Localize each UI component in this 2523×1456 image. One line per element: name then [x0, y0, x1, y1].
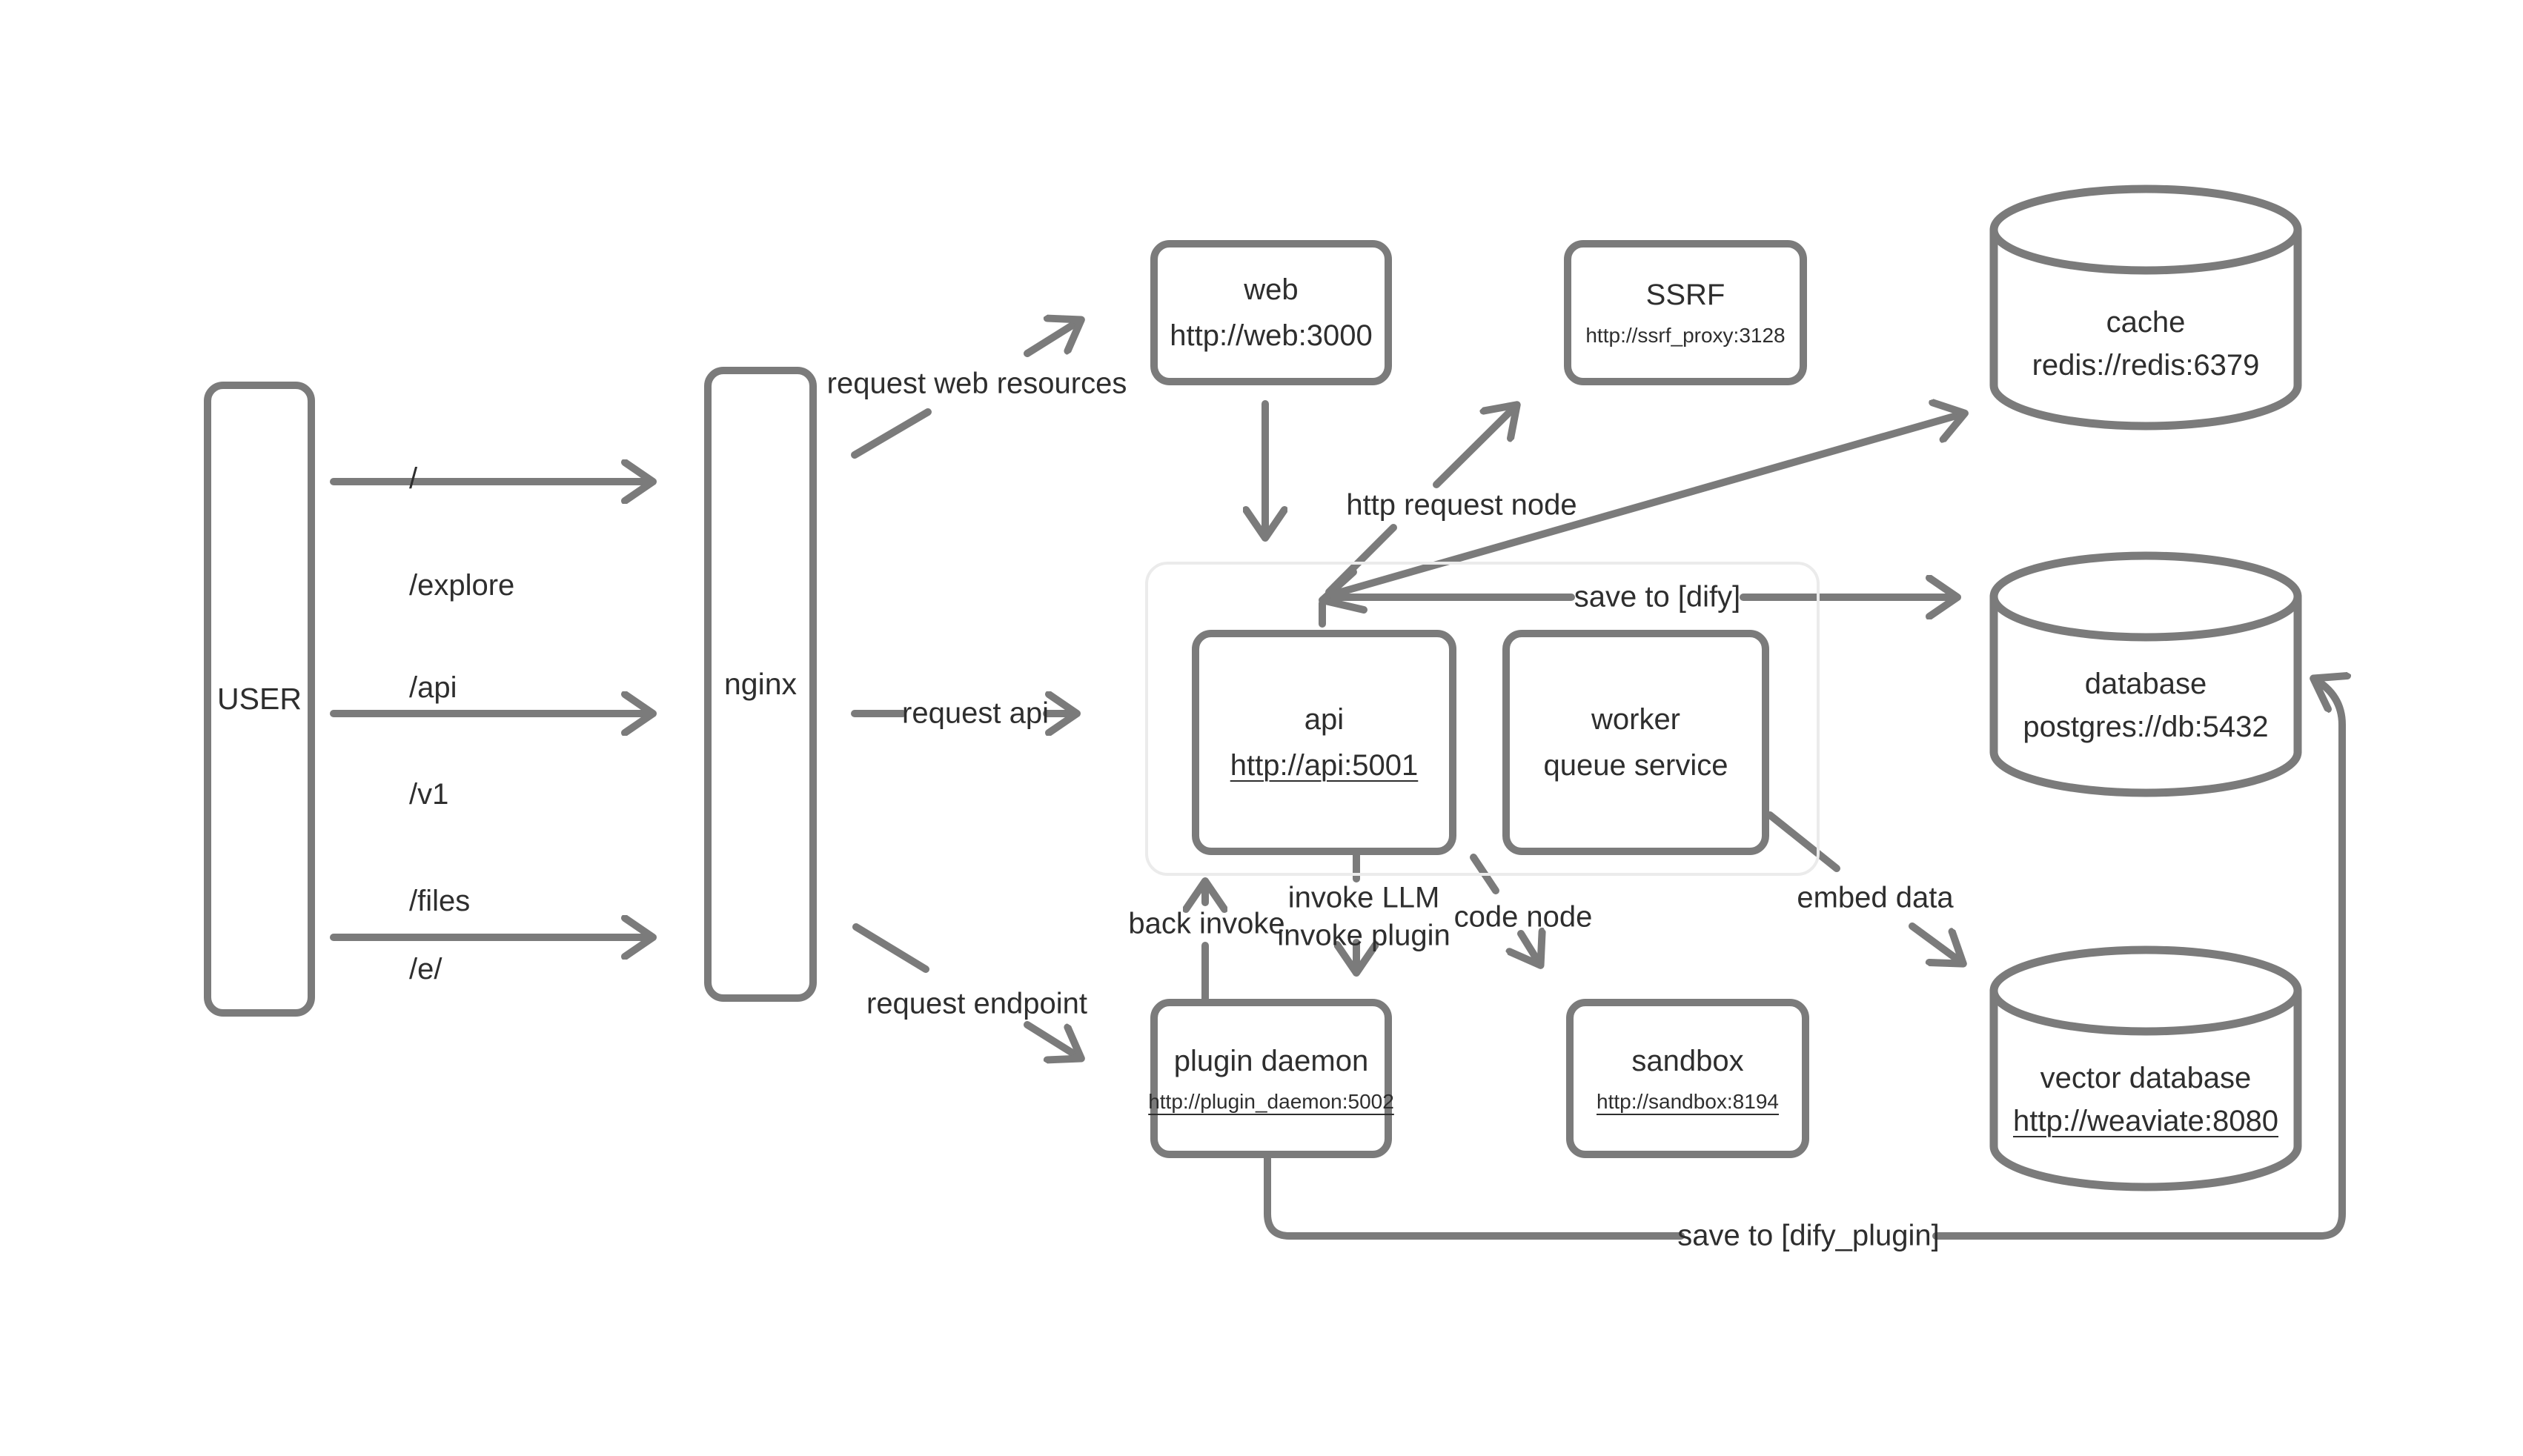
worker-title: worker	[1591, 703, 1681, 736]
label-embed-data: embed data	[1797, 881, 1954, 914]
node-sandbox	[1566, 999, 1809, 1158]
sandbox-url: http://sandbox:8194	[1597, 1089, 1779, 1113]
database-title: database	[2084, 668, 2207, 700]
plugin-daemon-url: http://plugin_daemon:5002	[1148, 1089, 1394, 1113]
label-save-to-dify: save to [dify]	[1574, 580, 1741, 614]
ssrf-title: SSRF	[1645, 279, 1725, 311]
cache-title: cache	[2106, 306, 2186, 339]
api-title: api	[1304, 703, 1345, 736]
ssrf-url: http://ssrf_proxy:3128	[1585, 324, 1786, 347]
database-url: postgres://db:5432	[2023, 711, 2269, 743]
node-user	[204, 382, 315, 1017]
vector-database-label	[2013, 1057, 2278, 1143]
user-plugin-paths: /e/	[409, 953, 442, 985]
label-request-web-resources: request web resources	[826, 367, 1127, 400]
label-save-to-dify-plugin: save to [dify_plugin]	[1677, 1219, 1940, 1252]
label-invoke-plugin: invoke plugin	[1277, 919, 1451, 952]
label-http-request-node: http request node	[1346, 488, 1577, 522]
nginx-label: nginx	[723, 667, 797, 701]
worker-subtitle: queue service	[1543, 749, 1728, 782]
cache-label	[2032, 301, 2260, 387]
label-code-node: code node	[1453, 900, 1593, 934]
node-api	[1192, 630, 1456, 855]
user-api-paths: /api /v1 /files	[409, 671, 471, 917]
api-url: http://api:5001	[1230, 749, 1419, 782]
node-nginx	[704, 367, 817, 1002]
vector-database-url: http://weaviate:8080	[2012, 1105, 2279, 1137]
cache-url: redis://redis:6379	[2032, 349, 2260, 382]
node-web	[1150, 240, 1392, 385]
label-request-endpoint: request endpoint	[866, 987, 1088, 1020]
vector-database-title: vector database	[2040, 1062, 2252, 1094]
sandbox-title: sandbox	[1631, 1044, 1744, 1077]
node-ssrf	[1564, 240, 1807, 385]
label-request-api: request api	[902, 697, 1049, 730]
web-title: web	[1244, 273, 1299, 306]
user-web-paths: / /explore	[409, 462, 515, 602]
label-invoke-llm: invoke LLM	[1287, 881, 1440, 914]
web-url: http://web:3000	[1170, 319, 1373, 352]
plugin-daemon-title: plugin daemon	[1173, 1044, 1369, 1077]
label-back-invoke: back invoke	[1128, 907, 1285, 940]
node-plugin-daemon	[1150, 999, 1392, 1158]
user-label: USER	[217, 682, 302, 716]
node-worker	[1502, 630, 1769, 855]
database-label	[2023, 662, 2268, 748]
